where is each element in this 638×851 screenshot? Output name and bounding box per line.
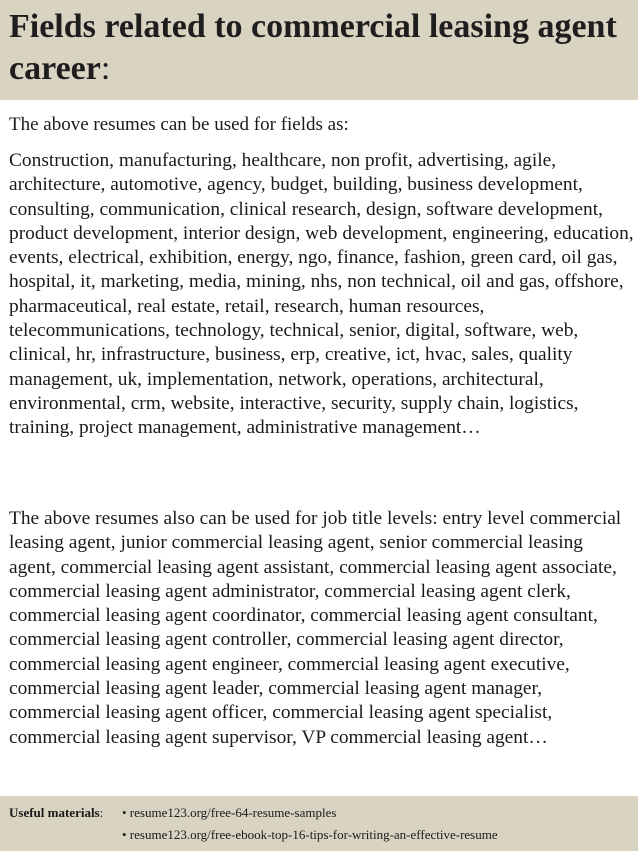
title-band (0, 0, 638, 100)
content-area (0, 100, 638, 796)
useful-materials-label (9, 802, 103, 824)
useful-materials-label-text: Useful materials (9, 805, 100, 820)
footer-link-ebook[interactable]: • resume123.org/free-ebook-top-16-tips-for-writing-an-effective-resume (122, 827, 498, 842)
page-title-text: Fields related to commercial leasing agent career (9, 8, 617, 87)
footer (0, 796, 638, 851)
page-title-colon: : (100, 50, 111, 87)
job-titles-paragraph: The above resumes also can be used for job title levels: entry level commercial leasing agent, junior commercial leasing agent, senior commercial leasing agent, commercial leasing agent assistant, commercial leasing agent associate, commercial leasing agent administrator, commercial leasing agent clerk, commercial leasing agent coordinator, commercial leasing agent consultant, commercial leasing agent controller, commercial leasing agent director, commercial leasing agent engineer, commercial leasing agent executive, commercial leasing agent leader, commercial leasing agent manager, commercial leasing agent officer, commercial leasing agent specialist, commercial leasing agent supervisor, VP commercial leasing agent… (9, 508, 622, 748)
useful-materials-label-colon: : (99, 805, 104, 820)
fields-paragraph: Construction, manufacturing, healthcare, non profit, advertising, agile, architecture, automotive, agency, budget, building, business development, consulting, communication, clinical research, design, software development, product development, interior design, web development, engineering, education, events, electrical, exhibition, energy, ngo, finance, fashion, green card, oil gas, hospital, it, marketing, media, mining, nhs, non technical, oil and gas, offshore, pharmaceutical, real estate, retail, research, human resources, telecommunications, technology, technical, senior, digital, software, web, clinical, hr, infrastructure, business, erp, creative, ict, hvac, sales, quality management, uk, implementation, network, operations, architectural, environmental, crm, website, interactive, security, supply chain, logistics, training, project management, administrative management… (9, 150, 634, 439)
footer-link-resume-samples[interactable]: • resume123.org/free-64-resume-samples (122, 805, 337, 820)
intro-text: The above resumes can be used for fields as: (9, 114, 349, 135)
page-title (9, 6, 629, 90)
